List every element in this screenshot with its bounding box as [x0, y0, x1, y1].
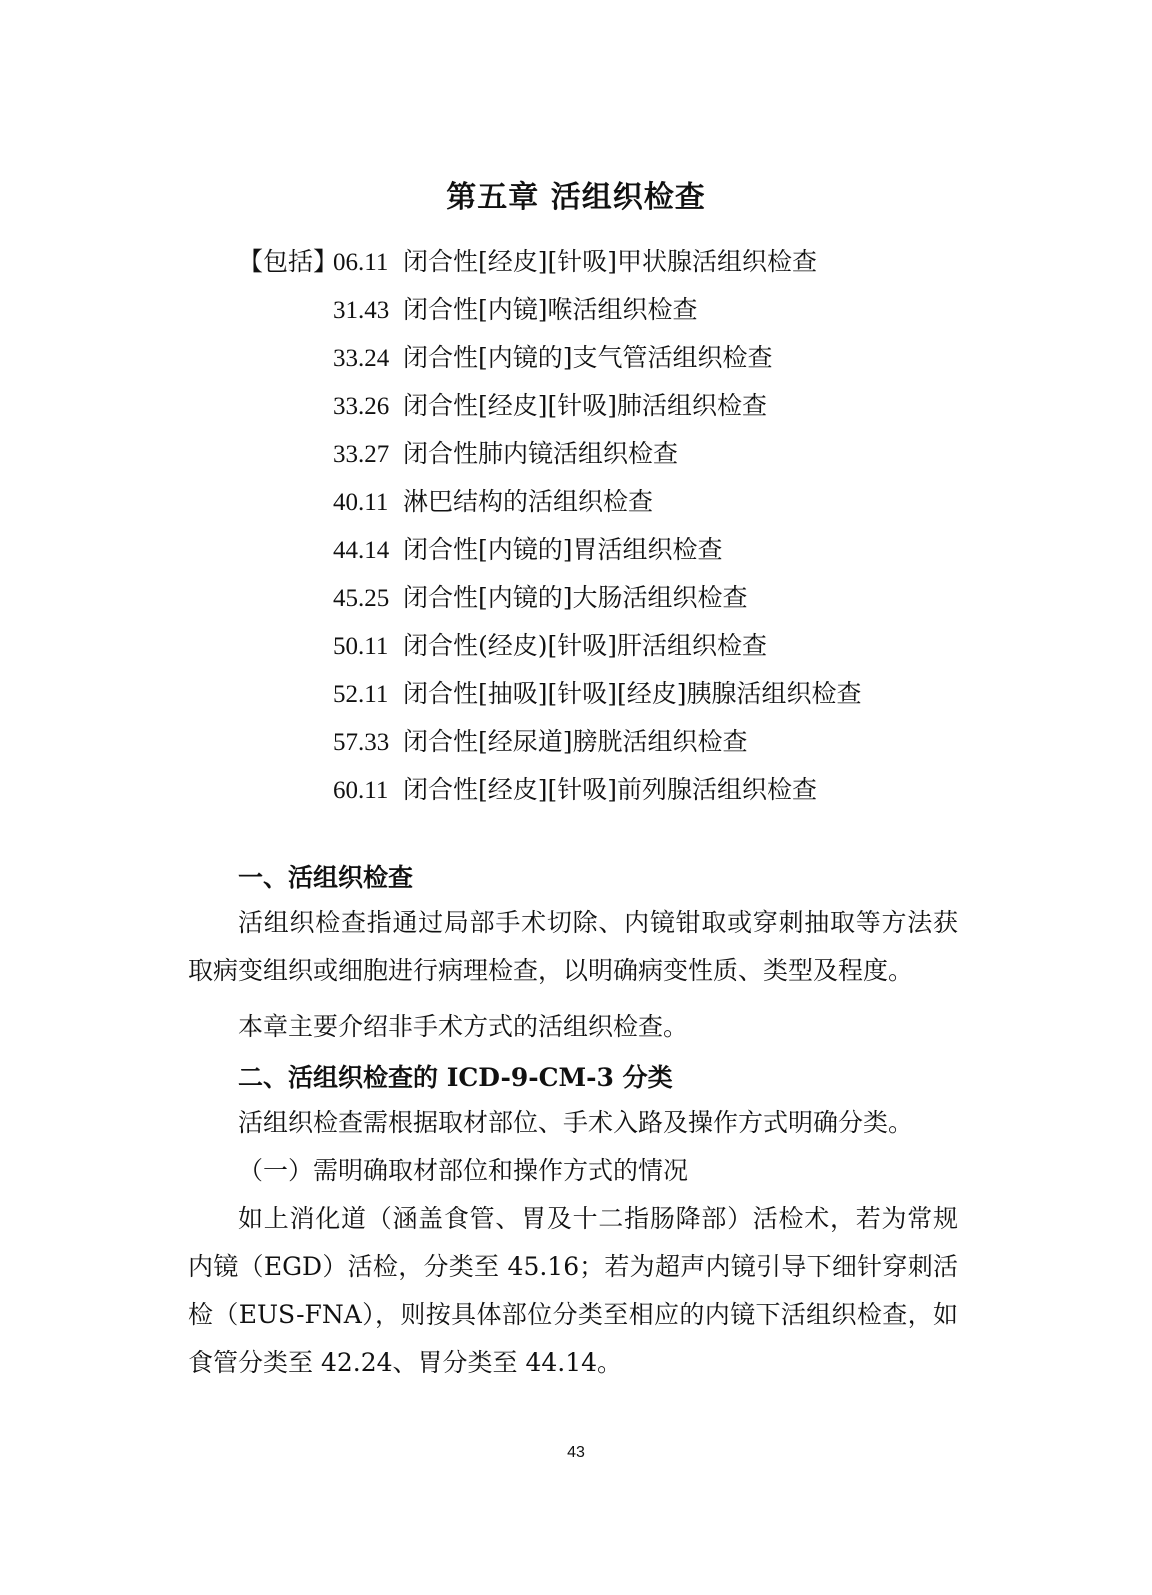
includes-prefix: 【包括】 [238, 247, 339, 276]
procedure-code: 44.14 [333, 537, 390, 564]
procedure-desc: 闭合性[经皮][针吸]前列腺活组织检查 [403, 775, 818, 804]
procedure-desc: 闭合性[经皮][针吸]肺活组织检查 [403, 391, 768, 420]
section-heading-2: 二、活组织检查的 ICD-9-CM-3 分类 [238, 1063, 673, 1092]
list-item [238, 238, 998, 286]
list-item [238, 526, 998, 574]
paragraph: （一）需明确取材部位和操作方式的情况 [238, 1156, 689, 1185]
procedure-desc: 闭合性(经皮)[针吸]肝活组织检查 [403, 631, 768, 660]
procedure-desc: 闭合性[抽吸][针吸][经皮]胰腺活组织检查 [403, 679, 862, 708]
procedure-code: 33.24 [333, 345, 390, 372]
page-number: 43 [567, 1444, 585, 1461]
procedure-desc: 闭合性[内镜的]大肠活组织检查 [403, 583, 748, 612]
list-item [238, 430, 998, 478]
procedure-desc: 淋巴结构的活组织检查 [403, 487, 654, 516]
paragraph: 活组织检查需根据取材部位、手术入路及操作方式明确分类。 [238, 1108, 914, 1137]
procedure-desc: 闭合性[内镜的]胃活组织检查 [403, 535, 723, 564]
procedure-code: 40.11 [333, 489, 389, 516]
paragraph: 如上消化道（涵盖食管、胃及十二指肠降部）活检术，若为常规内镜（EGD）活检，分类至 45.16；若为超声内镜引导下细针穿刺活检（EUS-FNA），则按具体部位分类至相应的内镜下活组织检查，如食管分类至 42.24、胃分类至 44.14。 [188, 1204, 958, 1377]
list-item [238, 286, 998, 334]
procedure-desc: 闭合性肺内镜活组织检查 [403, 439, 679, 468]
list-item [238, 478, 998, 526]
list-item [238, 766, 998, 814]
paragraph: 本章主要介绍非手术方式的活组织检查。 [238, 1012, 689, 1041]
chapter-title: 第五章 活组织检查 [446, 180, 706, 215]
procedure-code: 33.26 [333, 393, 390, 420]
section-heading-1: 一、活组织检查 [238, 863, 414, 892]
includes-list [238, 238, 998, 814]
procedure-code: 45.25 [333, 585, 390, 612]
list-item [238, 334, 998, 382]
list-item [238, 574, 998, 622]
procedure-code: 50.11 [333, 633, 389, 660]
procedure-desc: 闭合性[经尿道]膀胱活组织检查 [403, 727, 748, 756]
procedure-code: 57.33 [333, 729, 390, 756]
paragraph: 活组织检查指通过局部手术切除、内镜钳取或穿刺抽取等方法获取病变组织或细胞进行病理检查，以明确病变性质、类型及程度。 [188, 908, 958, 985]
procedure-code: 06.11 [333, 249, 389, 276]
list-item [238, 622, 998, 670]
procedure-code: 33.27 [333, 441, 390, 468]
procedure-code: 31.43 [333, 297, 390, 324]
procedure-desc: 闭合性[内镜]喉活组织检查 [403, 295, 698, 324]
list-item [238, 718, 998, 766]
list-item [238, 670, 998, 718]
procedure-desc: 闭合性[经皮][针吸]甲状腺活组织检查 [403, 247, 818, 276]
procedure-code: 60.11 [333, 777, 389, 804]
procedure-code: 52.11 [333, 681, 389, 708]
list-item [238, 382, 998, 430]
procedure-desc: 闭合性[内镜的]支气管活组织检查 [403, 343, 773, 372]
